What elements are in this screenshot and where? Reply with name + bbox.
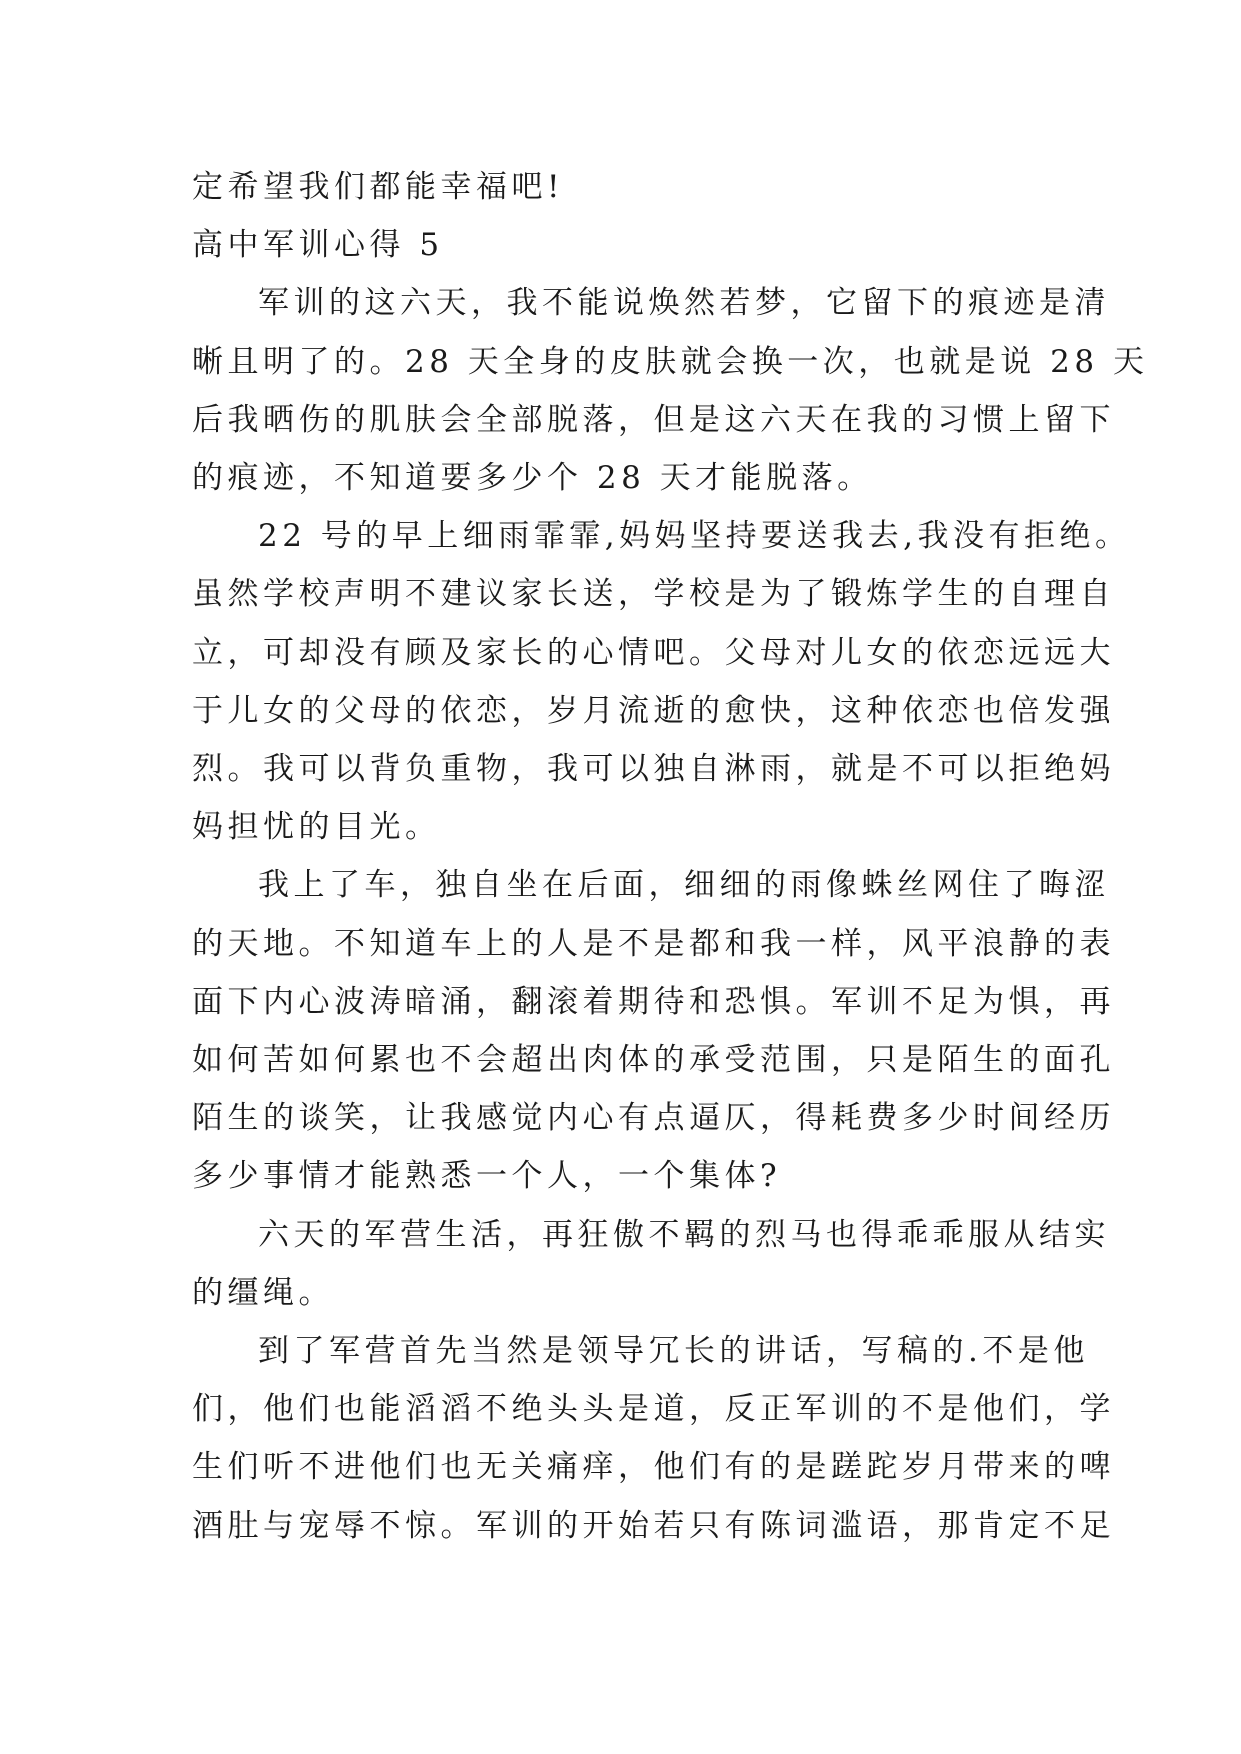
text-line: 立，可却没有顾及家长的心情吧。父母对儿女的依恋远远大: [192, 634, 1115, 671]
text-line: 们，他们也能滔滔不绝头头是道，反正军训的不是他们，学: [192, 1391, 1115, 1428]
text-line: 的天地。不知道车上的人是不是都和我一样，风平浪静的表: [192, 925, 1115, 962]
text-line: 晰且明了的。28 天全身的皮肤就会换一次，也就是说 28 天: [192, 343, 1149, 380]
text-line: 如何苦如何累也不会超出肉体的承受范围，只是陌生的面孔: [192, 1042, 1115, 1079]
text-line: 烈。我可以背负重物，我可以独自淋雨，就是不可以拒绝妈: [192, 751, 1115, 788]
text-line: 于儿女的父母的依恋，岁月流逝的愈快，这种依恋也倍发强: [192, 692, 1115, 729]
text-line: 酒肚与宠辱不惊。军训的开始若只有陈词滥语，那肯定不足: [192, 1507, 1115, 1544]
text-line: 生们听不进他们也无关痛痒，他们有的是蹉跎岁月带来的啤: [192, 1449, 1115, 1486]
text-line: 虽然学校声明不建议家长送，学校是为了锻炼学生的自理自: [192, 576, 1115, 613]
document-body: [192, 158, 1149, 1555]
text-line: 陌生的谈笑，让我感觉内心有点逼仄，得耗费多少时间经历: [192, 1100, 1115, 1137]
text-line: 的缰绳。: [192, 1274, 334, 1311]
text-line: 面下内心波涛暗涌，翻滚着期待和恐惧。军训不足为惧，再: [192, 983, 1115, 1020]
paragraph-start-line: 到了军营首先当然是领导冗长的讲话，写稿的.不是他: [258, 1333, 1089, 1370]
text-line: 后我晒伤的肌肤会全部脱落，但是这六天在我的习惯上留下: [192, 401, 1115, 438]
paragraph-start-line: 22 号的早上细雨霏霏,妈妈坚持要送我去,我没有拒绝。: [258, 518, 1131, 555]
text-line: 多少事情才能熟悉一个人，一个集体?: [192, 1158, 782, 1195]
paragraph-start-line: 军训的这六天，我不能说焕然若梦，它留下的痕迹是清: [258, 285, 1110, 322]
paragraph-start-line: 我上了车，独自坐在后面，细细的雨像蛛丝网住了晦涩: [258, 867, 1110, 904]
paragraph-start-line: 六天的军营生活，再狂傲不羁的烈马也得乖乖服从结实: [258, 1216, 1110, 1253]
section-heading: 高中军训心得 5: [192, 227, 444, 264]
text-line: 定希望我们都能幸福吧!: [192, 169, 564, 205]
text-line: 的痕迹，不知道要多少个 28 天才能脱落。: [192, 460, 873, 497]
text-line: 妈担忧的目光。: [192, 809, 441, 846]
